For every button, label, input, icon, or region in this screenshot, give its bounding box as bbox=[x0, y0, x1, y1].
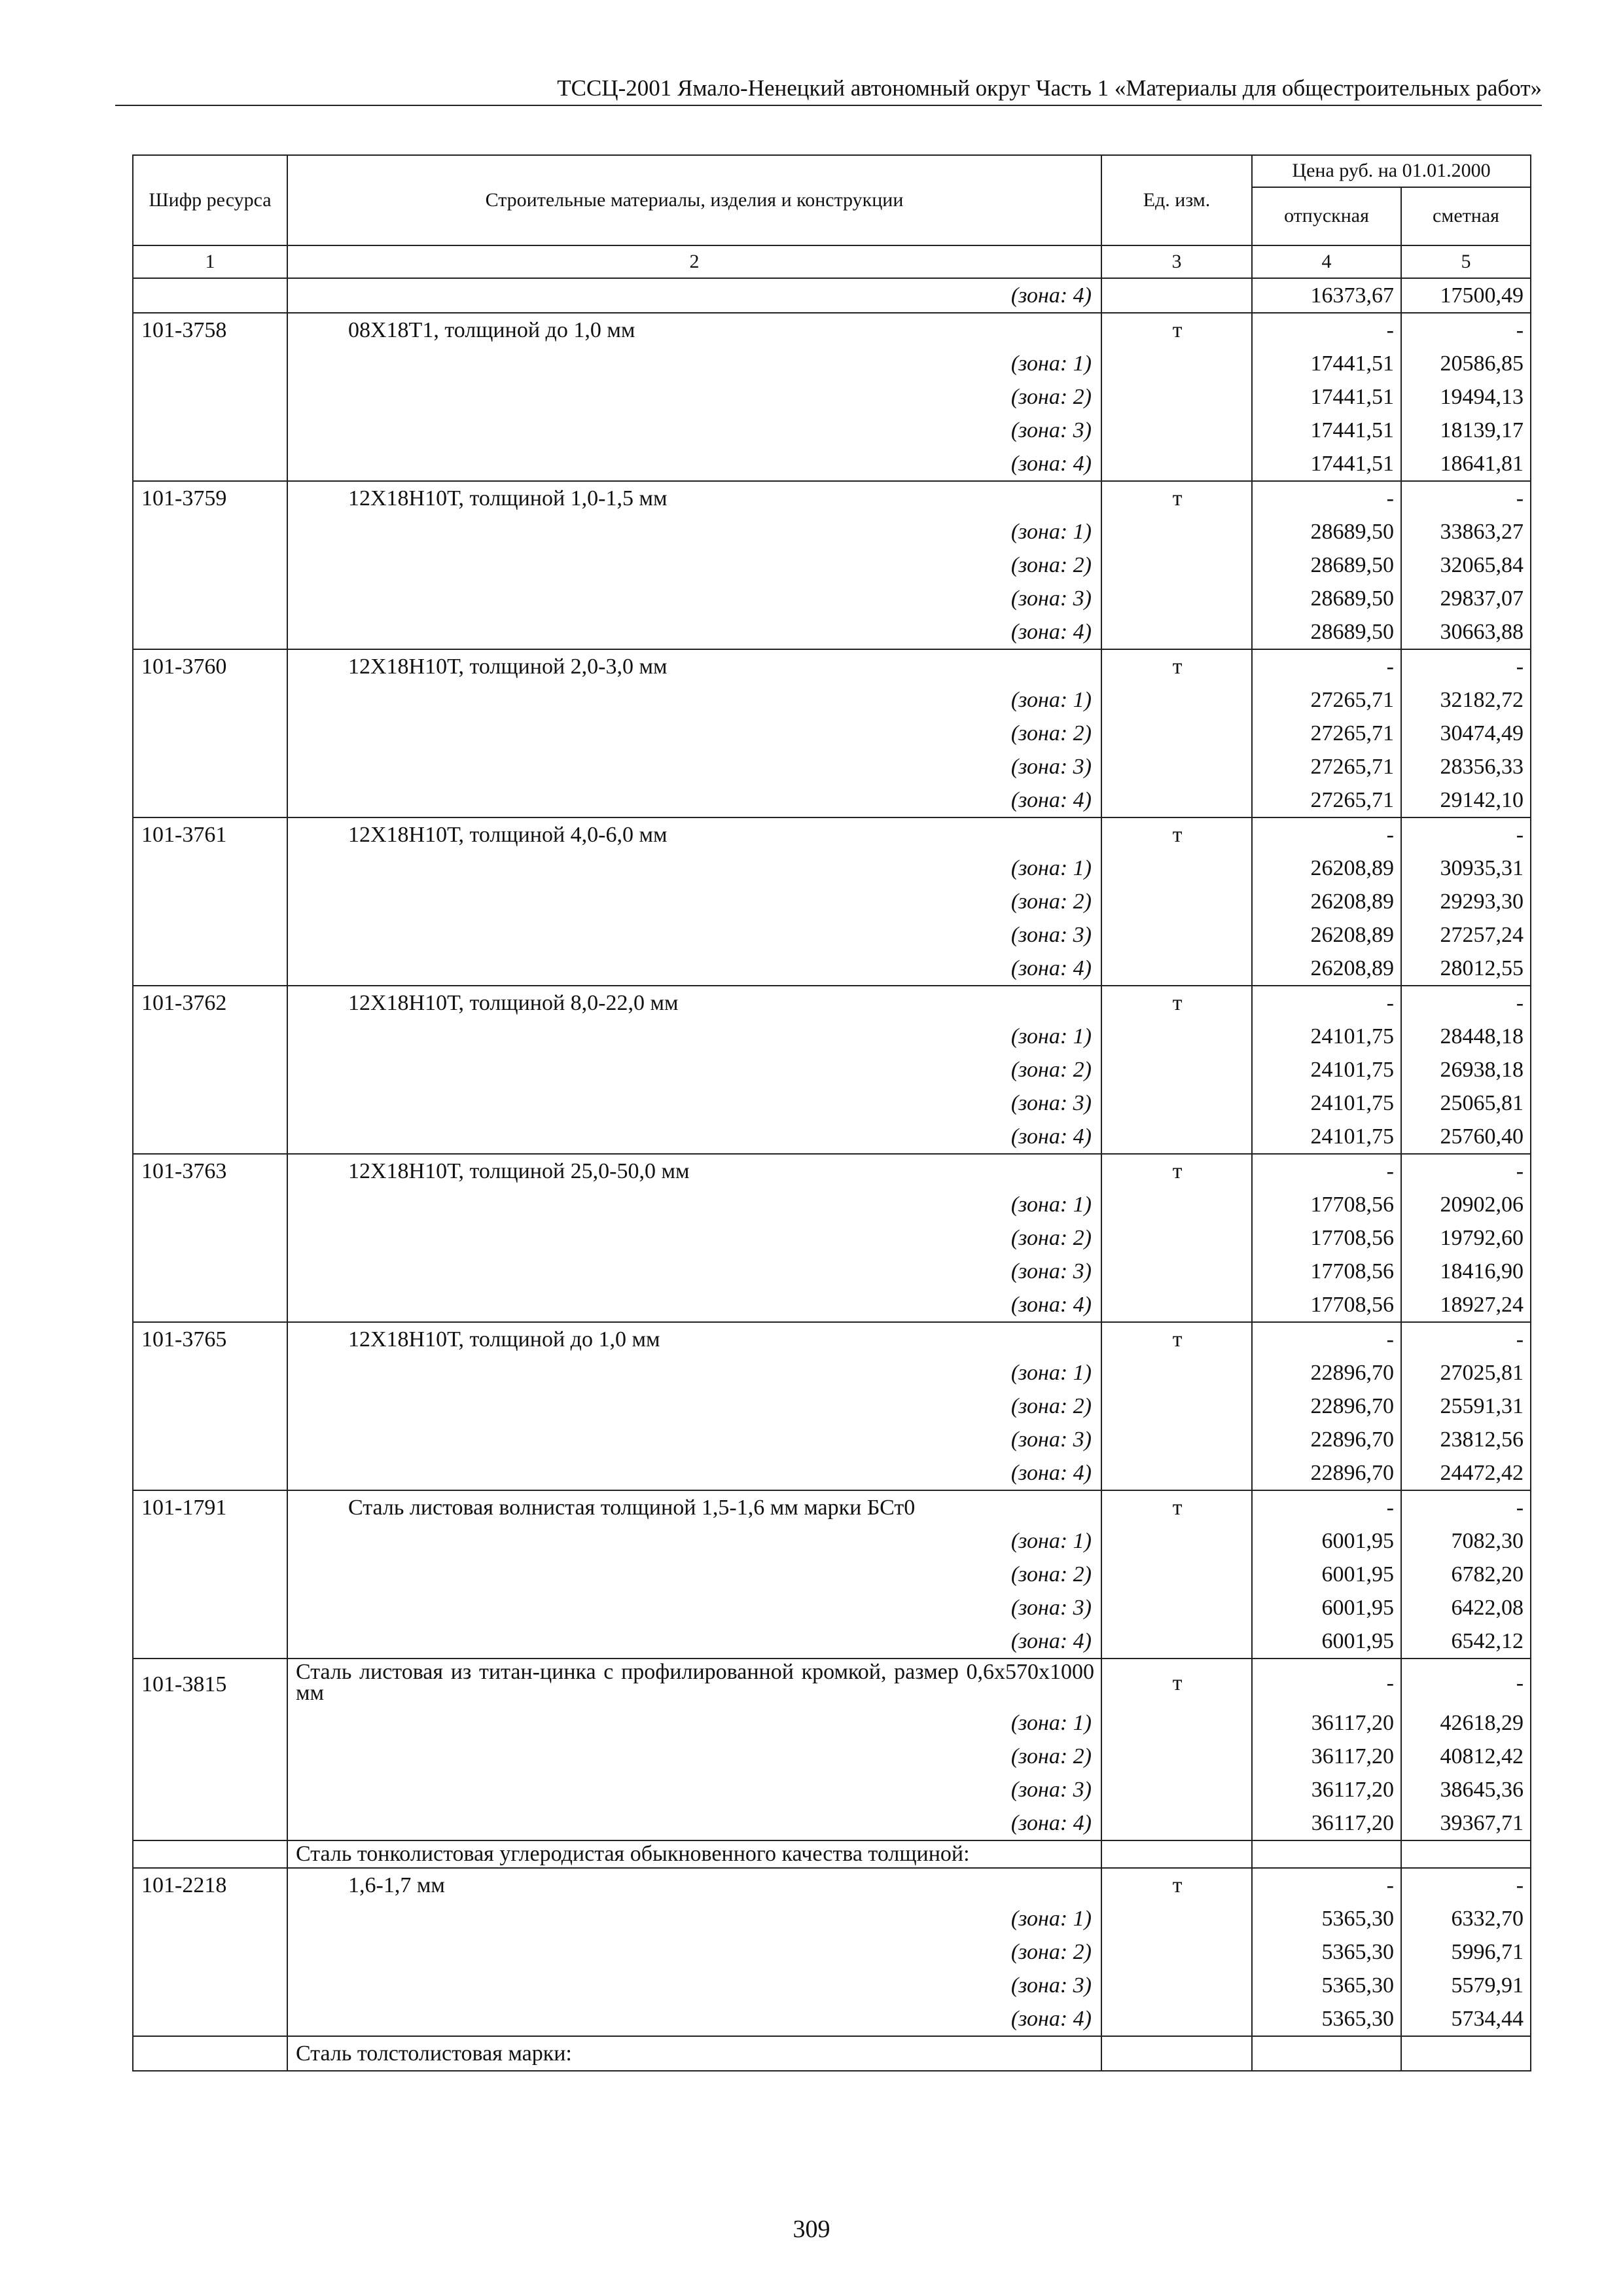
estimate-price: 17500,49 bbox=[1401, 278, 1531, 313]
zone-label: (зона: 3) bbox=[287, 1086, 1101, 1120]
estimate-price: - bbox=[1401, 1659, 1531, 1706]
zone-label: (зона: 1) bbox=[287, 1524, 1101, 1558]
estimate-price: 30474,49 bbox=[1401, 717, 1531, 750]
estimate-price: - bbox=[1401, 1322, 1531, 1356]
estimate-price: 25065,81 bbox=[1401, 1086, 1531, 1120]
unit-of-measure: т bbox=[1101, 1868, 1252, 1902]
estimate-price: 28448,18 bbox=[1401, 1020, 1531, 1053]
estimate-price: 32065,84 bbox=[1401, 548, 1531, 582]
estimate-price: 33863,27 bbox=[1401, 515, 1531, 548]
table-row bbox=[133, 1390, 1531, 1423]
resource-code bbox=[133, 1840, 287, 1868]
table-row bbox=[133, 1423, 1531, 1456]
estimate-price: 19494,13 bbox=[1401, 380, 1531, 414]
table-row bbox=[133, 615, 1531, 649]
zone-label: (зона: 1) bbox=[287, 683, 1101, 717]
table-row bbox=[133, 683, 1531, 717]
price-table-container bbox=[132, 154, 1530, 2072]
table-row bbox=[133, 1840, 1531, 1868]
zone-label: (зона: 2) bbox=[287, 548, 1101, 582]
resource-code bbox=[133, 278, 287, 313]
table-row bbox=[133, 1935, 1531, 1969]
table-row bbox=[133, 582, 1531, 615]
unit-of-measure bbox=[1101, 2002, 1252, 2036]
zone-label: (зона: 2) bbox=[287, 885, 1101, 918]
unit-of-measure bbox=[1101, 952, 1252, 986]
wholesale-price: 26208,89 bbox=[1252, 918, 1401, 952]
estimate-price: 32182,72 bbox=[1401, 683, 1531, 717]
wholesale-price: 36117,20 bbox=[1252, 1773, 1401, 1806]
table-row bbox=[133, 817, 1531, 852]
table-row bbox=[133, 2036, 1531, 2071]
resource-code: 101-2218 bbox=[133, 1868, 287, 2036]
material-name: Сталь толстолистовая марки: bbox=[287, 2036, 1101, 2071]
estimate-price: 39367,71 bbox=[1401, 1806, 1531, 1840]
unit-of-measure: т bbox=[1101, 1154, 1252, 1188]
zone-label: (зона: 3) bbox=[287, 1969, 1101, 2002]
wholesale-price: - bbox=[1252, 1322, 1401, 1356]
wholesale-price: - bbox=[1252, 1868, 1401, 1902]
zone-label: (зона: 4) bbox=[287, 1456, 1101, 1490]
wholesale-price: 17708,56 bbox=[1252, 1255, 1401, 1288]
wholesale-price: - bbox=[1252, 1659, 1401, 1706]
unit-of-measure bbox=[1101, 683, 1252, 717]
estimate-price: 28012,55 bbox=[1401, 952, 1531, 986]
estimate-price: 6332,70 bbox=[1401, 1902, 1531, 1935]
table-row bbox=[133, 1706, 1531, 1740]
unit-of-measure bbox=[1101, 1255, 1252, 1288]
column-number: 3 bbox=[1101, 245, 1252, 278]
unit-of-measure: т bbox=[1101, 313, 1252, 347]
wholesale-price: - bbox=[1252, 986, 1401, 1020]
wholesale-price: 17441,51 bbox=[1252, 447, 1401, 481]
unit-of-measure bbox=[1101, 380, 1252, 414]
wholesale-price: 26208,89 bbox=[1252, 885, 1401, 918]
estimate-price: - bbox=[1401, 313, 1531, 347]
wholesale-price: 22896,70 bbox=[1252, 1423, 1401, 1456]
zone-label: (зона: 4) bbox=[287, 1288, 1101, 1322]
wholesale-price: 17441,51 bbox=[1252, 380, 1401, 414]
page-number: 309 bbox=[793, 2215, 830, 2243]
table-row bbox=[133, 1154, 1531, 1188]
unit-of-measure bbox=[1101, 414, 1252, 447]
resource-code bbox=[133, 2036, 287, 2071]
estimate-price: 30935,31 bbox=[1401, 852, 1531, 885]
estimate-price: - bbox=[1401, 986, 1531, 1020]
unit-of-measure bbox=[1101, 1902, 1252, 1935]
wholesale-price: 28689,50 bbox=[1252, 548, 1401, 582]
zone-label: (зона: 3) bbox=[287, 1423, 1101, 1456]
unit-of-measure: т bbox=[1101, 481, 1252, 515]
zone-label: (зона: 4) bbox=[287, 278, 1101, 313]
table-row bbox=[133, 750, 1531, 783]
unit-of-measure: т bbox=[1101, 1490, 1252, 1524]
unit-of-measure bbox=[1101, 1086, 1252, 1120]
resource-code: 101-3765 bbox=[133, 1322, 287, 1490]
material-name: 12Х18Н10Т, толщиной 1,0-1,5 мм bbox=[287, 481, 1101, 515]
material-name: 12Х18Н10Т, толщиной 8,0-22,0 мм bbox=[287, 986, 1101, 1020]
estimate-price: 26938,18 bbox=[1401, 1053, 1531, 1086]
unit-of-measure bbox=[1101, 1935, 1252, 1969]
wholesale-price: 24101,75 bbox=[1252, 1053, 1401, 1086]
unit-of-measure bbox=[1101, 885, 1252, 918]
unit-of-measure bbox=[1101, 1591, 1252, 1624]
zone-label: (зона: 4) bbox=[287, 2002, 1101, 2036]
unit-of-measure bbox=[1101, 347, 1252, 380]
material-name: 08Х18Т1, толщиной до 1,0 мм bbox=[287, 313, 1101, 347]
wholesale-price: 26208,89 bbox=[1252, 952, 1401, 986]
estimate-price: - bbox=[1401, 817, 1531, 852]
estimate-price: 23812,56 bbox=[1401, 1423, 1531, 1456]
wholesale-price: 17441,51 bbox=[1252, 414, 1401, 447]
table-row bbox=[133, 783, 1531, 817]
zone-label: (зона: 1) bbox=[287, 347, 1101, 380]
unit-of-measure bbox=[1101, 1840, 1252, 1868]
wholesale-price: 27265,71 bbox=[1252, 750, 1401, 783]
unit-of-measure bbox=[1101, 582, 1252, 615]
table-row bbox=[133, 548, 1531, 582]
estimate-price: 27025,81 bbox=[1401, 1356, 1531, 1390]
unit-of-measure bbox=[1101, 1969, 1252, 2002]
estimate-price: 5734,44 bbox=[1401, 2002, 1531, 2036]
resource-code: 101-3758 bbox=[133, 313, 287, 481]
unit-of-measure bbox=[1101, 1221, 1252, 1255]
table-row bbox=[133, 1356, 1531, 1390]
table-row bbox=[133, 1020, 1531, 1053]
zone-label: (зона: 1) bbox=[287, 1020, 1101, 1053]
estimate-price: 29293,30 bbox=[1401, 885, 1531, 918]
zone-label: (зона: 1) bbox=[287, 1188, 1101, 1221]
table-row bbox=[133, 1524, 1531, 1558]
resource-code: 101-3761 bbox=[133, 817, 287, 986]
resource-code: 101-3760 bbox=[133, 649, 287, 817]
zone-label: (зона: 4) bbox=[287, 1624, 1101, 1659]
zone-label: (зона: 4) bbox=[287, 783, 1101, 817]
header-wholesale: отпускная bbox=[1252, 187, 1401, 245]
unit-of-measure bbox=[1101, 783, 1252, 817]
table-row bbox=[133, 1558, 1531, 1591]
unit-of-measure bbox=[1101, 1120, 1252, 1154]
unit-of-measure bbox=[1101, 1624, 1252, 1659]
wholesale-price: 28689,50 bbox=[1252, 615, 1401, 649]
table-row bbox=[133, 1255, 1531, 1288]
wholesale-price: 36117,20 bbox=[1252, 1740, 1401, 1773]
material-name: Сталь листовая волнистая толщиной 1,5-1,6 мм марки БСт0 bbox=[287, 1490, 1101, 1524]
estimate-price: 20586,85 bbox=[1401, 347, 1531, 380]
resource-code: 101-3763 bbox=[133, 1154, 287, 1322]
estimate-price: 25591,31 bbox=[1401, 1390, 1531, 1423]
wholesale-price: 27265,71 bbox=[1252, 683, 1401, 717]
zone-label: (зона: 4) bbox=[287, 1120, 1101, 1154]
table-row bbox=[133, 1221, 1531, 1255]
table-row bbox=[133, 1490, 1531, 1524]
material-name: 12Х18Н10Т, толщиной 4,0-6,0 мм bbox=[287, 817, 1101, 852]
unit-of-measure: т bbox=[1101, 986, 1252, 1020]
unit-of-measure: т bbox=[1101, 649, 1252, 683]
wholesale-price: - bbox=[1252, 313, 1401, 347]
wholesale-price: 22896,70 bbox=[1252, 1390, 1401, 1423]
wholesale-price: 22896,70 bbox=[1252, 1456, 1401, 1490]
unit-of-measure: т bbox=[1101, 1322, 1252, 1356]
header-price: Цена руб. на 01.01.2000 bbox=[1252, 155, 1531, 187]
wholesale-price: - bbox=[1252, 817, 1401, 852]
zone-label: (зона: 2) bbox=[287, 1740, 1101, 1773]
wholesale-price bbox=[1252, 1840, 1401, 1868]
table-row bbox=[133, 1086, 1531, 1120]
wholesale-price: 27265,71 bbox=[1252, 783, 1401, 817]
table-row bbox=[133, 481, 1531, 515]
estimate-price: 27257,24 bbox=[1401, 918, 1531, 952]
material-name: Сталь тонколистовая углеродистая обыкновенного качества толщиной: bbox=[287, 1840, 1101, 1868]
unit-of-measure bbox=[1101, 515, 1252, 548]
wholesale-price: - bbox=[1252, 649, 1401, 683]
table-row bbox=[133, 1456, 1531, 1490]
unit-of-measure bbox=[1101, 918, 1252, 952]
unit-of-measure: т bbox=[1101, 817, 1252, 852]
resource-code: 101-3759 bbox=[133, 481, 287, 649]
zone-label: (зона: 1) bbox=[287, 515, 1101, 548]
header-name: Строительные материалы, изделия и конструкции bbox=[287, 155, 1101, 245]
estimate-price: 6422,08 bbox=[1401, 1591, 1531, 1624]
wholesale-price: 17708,56 bbox=[1252, 1188, 1401, 1221]
estimate-price: 18416,90 bbox=[1401, 1255, 1531, 1288]
wholesale-price: 24101,75 bbox=[1252, 1020, 1401, 1053]
wholesale-price: 6001,95 bbox=[1252, 1624, 1401, 1659]
wholesale-price: 22896,70 bbox=[1252, 1356, 1401, 1390]
wholesale-price: 26208,89 bbox=[1252, 852, 1401, 885]
unit-of-measure bbox=[1101, 447, 1252, 481]
table-row bbox=[133, 986, 1531, 1020]
estimate-price: 18641,81 bbox=[1401, 447, 1531, 481]
estimate-price: 29142,10 bbox=[1401, 783, 1531, 817]
unit-of-measure bbox=[1101, 548, 1252, 582]
unit-of-measure bbox=[1101, 750, 1252, 783]
wholesale-price: 6001,95 bbox=[1252, 1558, 1401, 1591]
estimate-price: - bbox=[1401, 481, 1531, 515]
column-number: 5 bbox=[1401, 245, 1531, 278]
table-row bbox=[133, 1188, 1531, 1221]
wholesale-price: 28689,50 bbox=[1252, 582, 1401, 615]
wholesale-price: 24101,75 bbox=[1252, 1086, 1401, 1120]
estimate-price bbox=[1401, 1840, 1531, 1868]
estimate-price: 6542,12 bbox=[1401, 1624, 1531, 1659]
zone-label: (зона: 2) bbox=[287, 717, 1101, 750]
zone-label: (зона: 3) bbox=[287, 582, 1101, 615]
table-row bbox=[133, 313, 1531, 347]
unit-of-measure bbox=[1101, 2036, 1252, 2071]
material-name: 12Х18Н10Т, толщиной 2,0-3,0 мм bbox=[287, 649, 1101, 683]
zone-label: (зона: 4) bbox=[287, 615, 1101, 649]
wholesale-price: - bbox=[1252, 1154, 1401, 1188]
column-number: 2 bbox=[287, 245, 1101, 278]
zone-label: (зона: 2) bbox=[287, 1221, 1101, 1255]
zone-label: (зона: 1) bbox=[287, 1356, 1101, 1390]
zone-label: (зона: 1) bbox=[287, 1706, 1101, 1740]
unit-of-measure bbox=[1101, 1706, 1252, 1740]
estimate-price: - bbox=[1401, 1154, 1531, 1188]
estimate-price: 30663,88 bbox=[1401, 615, 1531, 649]
wholesale-price: 27265,71 bbox=[1252, 717, 1401, 750]
column-number: 4 bbox=[1252, 245, 1401, 278]
unit-of-measure bbox=[1101, 1524, 1252, 1558]
unit-of-measure bbox=[1101, 1356, 1252, 1390]
zone-label: (зона: 2) bbox=[287, 1558, 1101, 1591]
zone-label: (зона: 1) bbox=[287, 852, 1101, 885]
zone-label: (зона: 2) bbox=[287, 1390, 1101, 1423]
table-row bbox=[133, 278, 1531, 313]
unit-of-measure: т bbox=[1101, 1659, 1252, 1706]
estimate-price: 20902,06 bbox=[1401, 1188, 1531, 1221]
wholesale-price: 24101,75 bbox=[1252, 1120, 1401, 1154]
running-head: ТССЦ-2001 Ямало-Ненецкий автономный округ Часть 1 «Материалы для общестроительных работ» bbox=[557, 75, 1542, 101]
header-rule bbox=[115, 105, 1542, 106]
estimate-price: 28356,33 bbox=[1401, 750, 1531, 783]
table-row bbox=[133, 1740, 1531, 1773]
estimate-price: 6782,20 bbox=[1401, 1558, 1531, 1591]
unit-of-measure bbox=[1101, 717, 1252, 750]
table-row bbox=[133, 347, 1531, 380]
table-row bbox=[133, 447, 1531, 481]
header-code: Шифр ресурса bbox=[133, 155, 287, 245]
unit-of-measure bbox=[1101, 1390, 1252, 1423]
table-row bbox=[133, 649, 1531, 683]
unit-of-measure bbox=[1101, 278, 1252, 313]
column-number: 1 bbox=[133, 245, 287, 278]
wholesale-price: 36117,20 bbox=[1252, 1706, 1401, 1740]
estimate-price bbox=[1401, 2036, 1531, 2071]
resource-code: 101-1791 bbox=[133, 1490, 287, 1659]
zone-label: (зона: 4) bbox=[287, 1806, 1101, 1840]
estimate-price: 24472,42 bbox=[1401, 1456, 1531, 1490]
table-row bbox=[133, 1591, 1531, 1624]
table-row bbox=[133, 1322, 1531, 1356]
resource-code: 101-3815 bbox=[133, 1659, 287, 1840]
estimate-price: - bbox=[1401, 1868, 1531, 1902]
table-row bbox=[133, 1288, 1531, 1322]
wholesale-price: 17708,56 bbox=[1252, 1288, 1401, 1322]
estimate-price: 19792,60 bbox=[1401, 1221, 1531, 1255]
unit-of-measure bbox=[1101, 1456, 1252, 1490]
unit-of-measure bbox=[1101, 1020, 1252, 1053]
wholesale-price: 6001,95 bbox=[1252, 1524, 1401, 1558]
unit-of-measure bbox=[1101, 852, 1252, 885]
estimate-price: 38645,36 bbox=[1401, 1773, 1531, 1806]
estimate-price: - bbox=[1401, 649, 1531, 683]
unit-of-measure bbox=[1101, 1806, 1252, 1840]
zone-label: (зона: 2) bbox=[287, 380, 1101, 414]
unit-of-measure bbox=[1101, 1423, 1252, 1456]
wholesale-price: 5365,30 bbox=[1252, 2002, 1401, 2036]
table-row bbox=[133, 1969, 1531, 2002]
wholesale-price: 5365,30 bbox=[1252, 1935, 1401, 1969]
price-table bbox=[132, 154, 1531, 2072]
zone-label: (зона: 1) bbox=[287, 1902, 1101, 1935]
header-estimate: сметная bbox=[1401, 187, 1531, 245]
estimate-price: 18139,17 bbox=[1401, 414, 1531, 447]
unit-of-measure bbox=[1101, 1053, 1252, 1086]
estimate-price: 5579,91 bbox=[1401, 1969, 1531, 2002]
material-name: 12Х18Н10Т, толщиной до 1,0 мм bbox=[287, 1322, 1101, 1356]
table-row bbox=[133, 1773, 1531, 1806]
zone-label: (зона: 3) bbox=[287, 1591, 1101, 1624]
wholesale-price: 28689,50 bbox=[1252, 515, 1401, 548]
unit-of-measure bbox=[1101, 1558, 1252, 1591]
estimate-price: 18927,24 bbox=[1401, 1288, 1531, 1322]
wholesale-price bbox=[1252, 2036, 1401, 2071]
wholesale-price: - bbox=[1252, 481, 1401, 515]
wholesale-price: 5365,30 bbox=[1252, 1969, 1401, 2002]
wholesale-price: - bbox=[1252, 1490, 1401, 1524]
table-row bbox=[133, 852, 1531, 885]
zone-label: (зона: 3) bbox=[287, 414, 1101, 447]
table-body bbox=[133, 278, 1531, 2071]
estimate-price: 5996,71 bbox=[1401, 1935, 1531, 1969]
unit-of-measure bbox=[1101, 1288, 1252, 1322]
estimate-price: 40812,42 bbox=[1401, 1740, 1531, 1773]
zone-label: (зона: 4) bbox=[287, 447, 1101, 481]
table-row bbox=[133, 918, 1531, 952]
table-row bbox=[133, 515, 1531, 548]
zone-label: (зона: 3) bbox=[287, 1255, 1101, 1288]
unit-of-measure bbox=[1101, 1740, 1252, 1773]
estimate-price: 25760,40 bbox=[1401, 1120, 1531, 1154]
estimate-price: 42618,29 bbox=[1401, 1706, 1531, 1740]
material-name: Сталь листовая из титан-цинка с профилированной кромкой, размер 0,6х570х1000 мм bbox=[287, 1659, 1101, 1706]
header-unit: Ед. изм. bbox=[1101, 155, 1252, 245]
zone-label: (зона: 3) bbox=[287, 1773, 1101, 1806]
resource-code: 101-3762 bbox=[133, 986, 287, 1154]
table-row bbox=[133, 1902, 1531, 1935]
estimate-price: 29837,07 bbox=[1401, 582, 1531, 615]
table-row bbox=[133, 1806, 1531, 1840]
zone-label: (зона: 2) bbox=[287, 1053, 1101, 1086]
material-name: 12Х18Н10Т, толщиной 25,0-50,0 мм bbox=[287, 1154, 1101, 1188]
table-row bbox=[133, 1053, 1531, 1086]
estimate-price: - bbox=[1401, 1490, 1531, 1524]
table-row bbox=[133, 414, 1531, 447]
table-row bbox=[133, 1120, 1531, 1154]
wholesale-price: 6001,95 bbox=[1252, 1591, 1401, 1624]
wholesale-price: 17441,51 bbox=[1252, 347, 1401, 380]
zone-label: (зона: 4) bbox=[287, 952, 1101, 986]
zone-label: (зона: 3) bbox=[287, 918, 1101, 952]
column-numbers-row bbox=[133, 245, 1531, 278]
wholesale-price: 5365,30 bbox=[1252, 1902, 1401, 1935]
table-row bbox=[133, 1624, 1531, 1659]
table-row bbox=[133, 1868, 1531, 1902]
unit-of-measure bbox=[1101, 615, 1252, 649]
estimate-price: 7082,30 bbox=[1401, 1524, 1531, 1558]
table-header bbox=[133, 155, 1531, 278]
table-row bbox=[133, 952, 1531, 986]
zone-label: (зона: 2) bbox=[287, 1935, 1101, 1969]
unit-of-measure bbox=[1101, 1188, 1252, 1221]
zone-label: (зона: 3) bbox=[287, 750, 1101, 783]
wholesale-price: 16373,67 bbox=[1252, 278, 1401, 313]
table-row bbox=[133, 2002, 1531, 2036]
table-row bbox=[133, 1659, 1531, 1706]
table-row bbox=[133, 380, 1531, 414]
unit-of-measure bbox=[1101, 1773, 1252, 1806]
table-row bbox=[133, 717, 1531, 750]
wholesale-price: 36117,20 bbox=[1252, 1806, 1401, 1840]
material-name: 1,6-1,7 мм bbox=[287, 1868, 1101, 1902]
wholesale-price: 17708,56 bbox=[1252, 1221, 1401, 1255]
table-row bbox=[133, 885, 1531, 918]
